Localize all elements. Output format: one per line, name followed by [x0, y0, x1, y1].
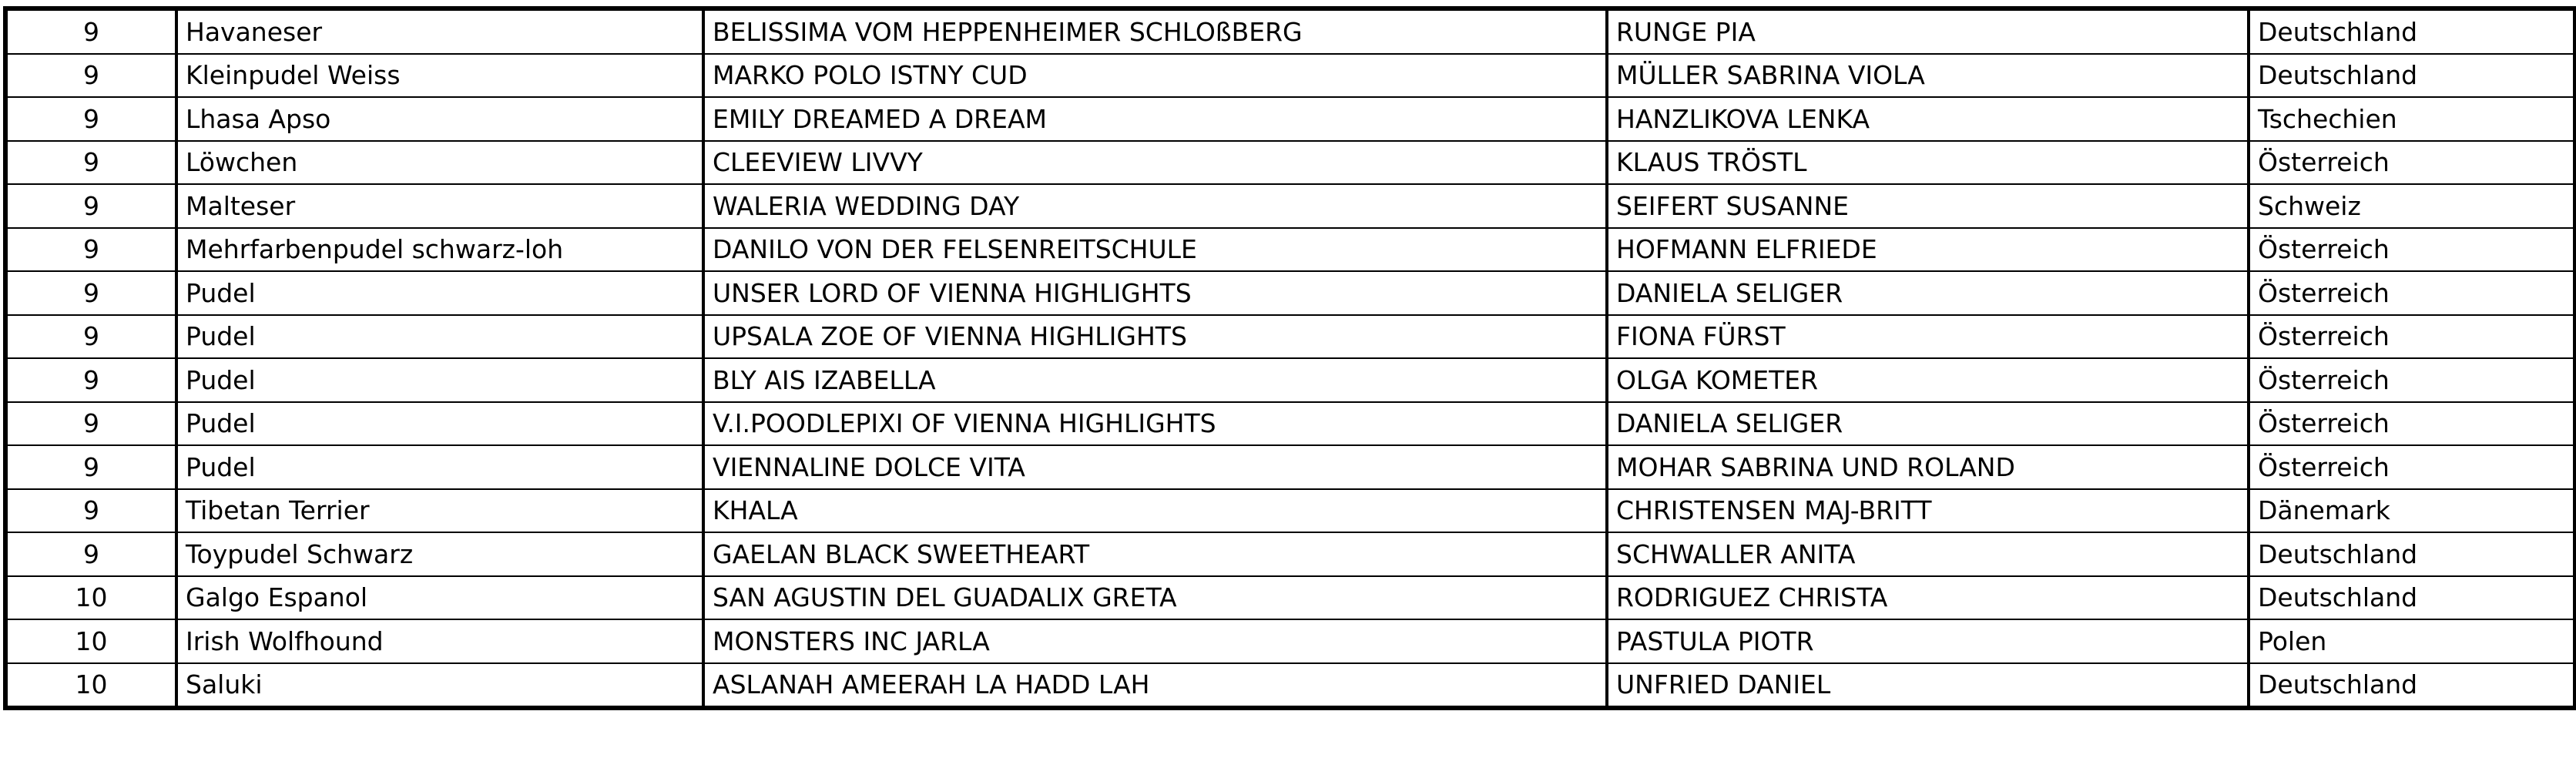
dog-name-cell: SAN AGUSTIN DEL GUADALIX GRETA [703, 576, 1607, 620]
table-row [5, 445, 2575, 489]
owner-cell: PASTULA PIOTR [1607, 619, 2249, 663]
owner-cell: RODRIGUEZ CHRISTA [1607, 576, 2249, 620]
dog-name-cell: UPSALA ZOE OF VIENNA HIGHLIGHTS [703, 315, 1607, 359]
breed-cell: Pudel [176, 358, 703, 402]
country-cell: Österreich [2249, 402, 2575, 446]
country-cell: Deutschland [2249, 532, 2575, 576]
owner-cell: FIONA FÜRST [1607, 315, 2249, 359]
table-row [5, 532, 2575, 576]
table-row [5, 271, 2575, 315]
country-cell: Österreich [2249, 271, 2575, 315]
owner-cell: RUNGE PIA [1607, 8, 2249, 54]
breed-cell: Havaneser [176, 8, 703, 54]
owner-cell: DANIELA SELIGER [1607, 402, 2249, 446]
results-table [3, 6, 2576, 710]
table-row [5, 184, 2575, 228]
table-row [5, 97, 2575, 141]
country-cell: Österreich [2249, 228, 2575, 272]
breed-cell: Pudel [176, 315, 703, 359]
table-row [5, 489, 2575, 533]
breed-cell: Kleinpudel Weiss [176, 54, 703, 98]
breed-cell: Löwchen [176, 141, 703, 185]
dog-name-cell: UNSER LORD OF VIENNA HIGHLIGHTS [703, 271, 1607, 315]
table-row [5, 576, 2575, 620]
table-row [5, 54, 2575, 98]
class-cell: 9 [5, 141, 176, 185]
country-cell: Deutschland [2249, 576, 2575, 620]
country-cell: Deutschland [2249, 8, 2575, 54]
dog-name-cell: EMILY DREAMED A DREAM [703, 97, 1607, 141]
dog-name-cell: BELISSIMA VOM HEPPENHEIMER SCHLOßBERG [703, 8, 1607, 54]
owner-cell: HANZLIKOVA LENKA [1607, 97, 2249, 141]
class-cell: 9 [5, 271, 176, 315]
country-cell: Österreich [2249, 445, 2575, 489]
table-row [5, 141, 2575, 185]
table-row [5, 228, 2575, 272]
breed-cell: Pudel [176, 402, 703, 446]
dog-name-cell: BLY AIS IZABELLA [703, 358, 1607, 402]
breed-cell: Galgo Espanol [176, 576, 703, 620]
class-cell: 9 [5, 402, 176, 446]
country-cell: Deutschland [2249, 663, 2575, 709]
breed-cell: Pudel [176, 271, 703, 315]
class-cell: 9 [5, 97, 176, 141]
table-row [5, 315, 2575, 359]
breed-cell: Pudel [176, 445, 703, 489]
breed-cell: Lhasa Apso [176, 97, 703, 141]
class-cell: 9 [5, 54, 176, 98]
class-cell: 9 [5, 358, 176, 402]
owner-cell: UNFRIED DANIEL [1607, 663, 2249, 709]
country-cell: Österreich [2249, 141, 2575, 185]
country-cell: Tschechien [2249, 97, 2575, 141]
owner-cell: OLGA KOMETER [1607, 358, 2249, 402]
dog-name-cell: VIENNALINE DOLCE VITA [703, 445, 1607, 489]
breed-cell: Irish Wolfhound [176, 619, 703, 663]
country-cell: Deutschland [2249, 54, 2575, 98]
dog-name-cell: MONSTERS INC JARLA [703, 619, 1607, 663]
breed-cell: Toypudel Schwarz [176, 532, 703, 576]
class-cell: 9 [5, 8, 176, 54]
dog-name-cell: ASLANAH AMEERAH LA HADD LAH [703, 663, 1607, 709]
owner-cell: SEIFERT SUSANNE [1607, 184, 2249, 228]
owner-cell: KLAUS TRÖSTL [1607, 141, 2249, 185]
breed-cell: Malteser [176, 184, 703, 228]
owner-cell: DANIELA SELIGER [1607, 271, 2249, 315]
table-row [5, 358, 2575, 402]
class-cell: 9 [5, 532, 176, 576]
breed-cell: Mehrfarbenpudel schwarz-loh [176, 228, 703, 272]
dog-name-cell: GAELAN BLACK SWEETHEART [703, 532, 1607, 576]
country-cell: Polen [2249, 619, 2575, 663]
class-cell: 9 [5, 315, 176, 359]
owner-cell: HOFMANN ELFRIEDE [1607, 228, 2249, 272]
class-cell: 9 [5, 445, 176, 489]
class-cell: 10 [5, 576, 176, 620]
breed-cell: Tibetan Terrier [176, 489, 703, 533]
dog-name-cell: CLEEVIEW LIVVY [703, 141, 1607, 185]
table-row [5, 619, 2575, 663]
owner-cell: MÜLLER SABRINA VIOLA [1607, 54, 2249, 98]
country-cell: Österreich [2249, 315, 2575, 359]
owner-cell: SCHWALLER ANITA [1607, 532, 2249, 576]
country-cell: Dänemark [2249, 489, 2575, 533]
owner-cell: MOHAR SABRINA UND ROLAND [1607, 445, 2249, 489]
class-cell: 9 [5, 489, 176, 533]
class-cell: 9 [5, 184, 176, 228]
class-cell: 10 [5, 619, 176, 663]
country-cell: Schweiz [2249, 184, 2575, 228]
dog-name-cell: KHALA [703, 489, 1607, 533]
class-cell: 10 [5, 663, 176, 709]
dog-name-cell: V.I.POODLEPIXI OF VIENNA HIGHLIGHTS [703, 402, 1607, 446]
country-cell: Österreich [2249, 358, 2575, 402]
dog-name-cell: DANILO VON DER FELSENREITSCHULE [703, 228, 1607, 272]
table-row [5, 663, 2575, 709]
table-row [5, 8, 2575, 54]
dog-name-cell: MARKO POLO ISTNY CUD [703, 54, 1607, 98]
owner-cell: CHRISTENSEN MAJ-BRITT [1607, 489, 2249, 533]
results-table-body [5, 8, 2575, 708]
breed-cell: Saluki [176, 663, 703, 709]
table-row [5, 402, 2575, 446]
class-cell: 9 [5, 228, 176, 272]
dog-name-cell: WALERIA WEDDING DAY [703, 184, 1607, 228]
